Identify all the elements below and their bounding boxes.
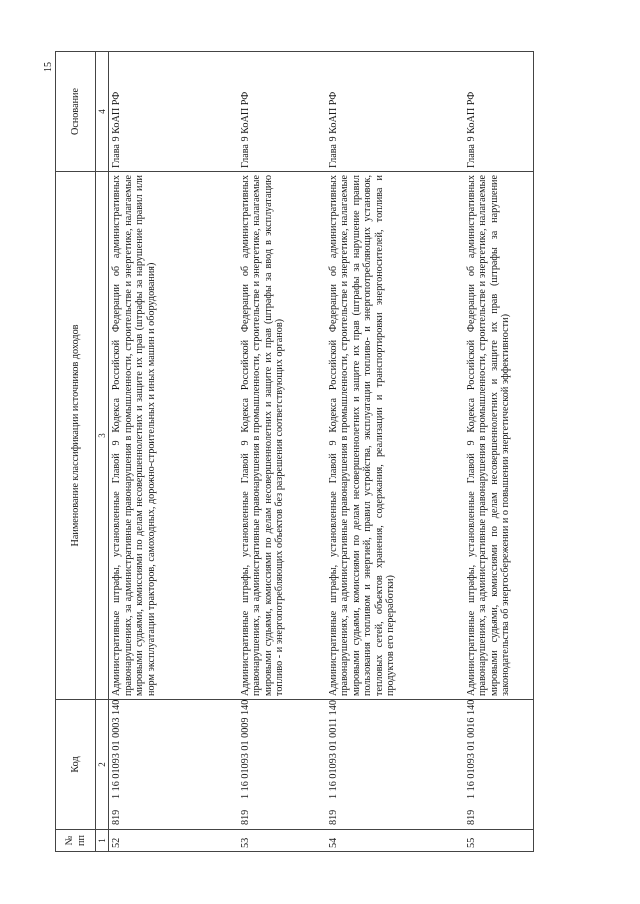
admin-code: 819	[327, 809, 339, 825]
table-header-row	[56, 52, 96, 852]
column-number: 3	[96, 172, 109, 700]
row-number: 52	[109, 830, 238, 852]
row-name: Административные штрафы, установленные Главой 9 Кодекса Российской Федерации об административных правонарушениях, за административные правонарушения в промышленности, строительстве и энергетике, налагаемые мировыми судьями, комиссиями по делам несовершеннолетних и защите их прав (штрафы за нарушение правил или норм эксплуатации тракторов, самоходных, дорожно-строительных и иных машин и оборудования)	[109, 172, 238, 700]
admin-code: 819	[239, 809, 251, 825]
revenue-code: 1 16 01093 01 0003 140	[111, 699, 122, 799]
row-number: 54	[326, 830, 464, 852]
header-basis: Основание	[56, 52, 96, 172]
row-code	[464, 700, 534, 830]
row-code	[238, 700, 326, 830]
table-row	[464, 52, 534, 852]
column-number: 2	[96, 700, 109, 830]
revenue-code: 1 16 01093 01 0009 140	[239, 699, 251, 799]
row-basis: Глава 9 КоАП РФ	[326, 52, 464, 172]
rotated-table-container	[55, 52, 565, 852]
column-number-row	[96, 52, 109, 852]
row-number: 55	[464, 830, 534, 852]
header-name: Наименование классификации источников доходов	[56, 172, 96, 700]
row-basis: Глава 9 КоАП РФ	[464, 52, 534, 172]
table-row	[238, 52, 326, 852]
row-name: Административные штрафы, установленные Главой 9 Кодекса Российской Федерации об административных правонарушениях, за административные правонарушения в промышленности, строительстве и энергетике, налагаемые мировыми судьями, комиссиями по делам несовершеннолетних и защите их прав (штрафы за нарушение законодательства об энергосбережении и о повышении энергетической эффективности)	[464, 172, 534, 700]
row-name: Административные штрафы, установленные Главой 9 Кодекса Российской Федерации об административных правонарушениях, за административные правонарушения в промышленности, строительстве и энергетике, налагаемые мировыми судьями, комиссиями по делам несовершеннолетних и защите их прав (штрафы за нарушение правил пользования топливом и энергией, правил устройства, эксплуатации топливо- и энергопотребляющих установок, тепловых сетей, объектов хранения, содержания, реализации и транспортировки энергоносителей, топлива и продуктов его переработки)	[326, 172, 464, 700]
column-number: 4	[96, 52, 109, 172]
revenue-code: 1 16 01093 01 0016 140	[465, 699, 477, 799]
header-number: № пп	[56, 830, 96, 852]
row-number: 53	[238, 830, 326, 852]
row-code	[326, 700, 464, 830]
revenue-classification-table	[55, 51, 534, 852]
row-code	[109, 700, 238, 830]
row-basis: Глава 9 КоАП РФ	[109, 52, 238, 172]
column-number: 1	[96, 830, 109, 852]
revenue-code: 1 16 01093 01 0011 140	[327, 700, 339, 799]
header-code: Код	[56, 700, 96, 830]
row-name: Административные штрафы, установленные Главой 9 Кодекса Российской Федерации об административных правонарушениях, за административные правонарушения в промышленности, строительстве и энергетике, налагаемые мировыми судьями, комиссиями по делам несовершеннолетних и защите их прав (штрафы за ввод в эксплуатацию топливо - и энергопотребляющих объектов без разрешения соответствующих органов)	[238, 172, 326, 700]
row-basis: Глава 9 КоАП РФ	[238, 52, 326, 172]
admin-code: 819	[465, 809, 477, 825]
table-row	[109, 52, 238, 852]
admin-code: 819	[111, 809, 122, 825]
page-number: 15	[43, 62, 54, 72]
table-row	[326, 52, 464, 852]
